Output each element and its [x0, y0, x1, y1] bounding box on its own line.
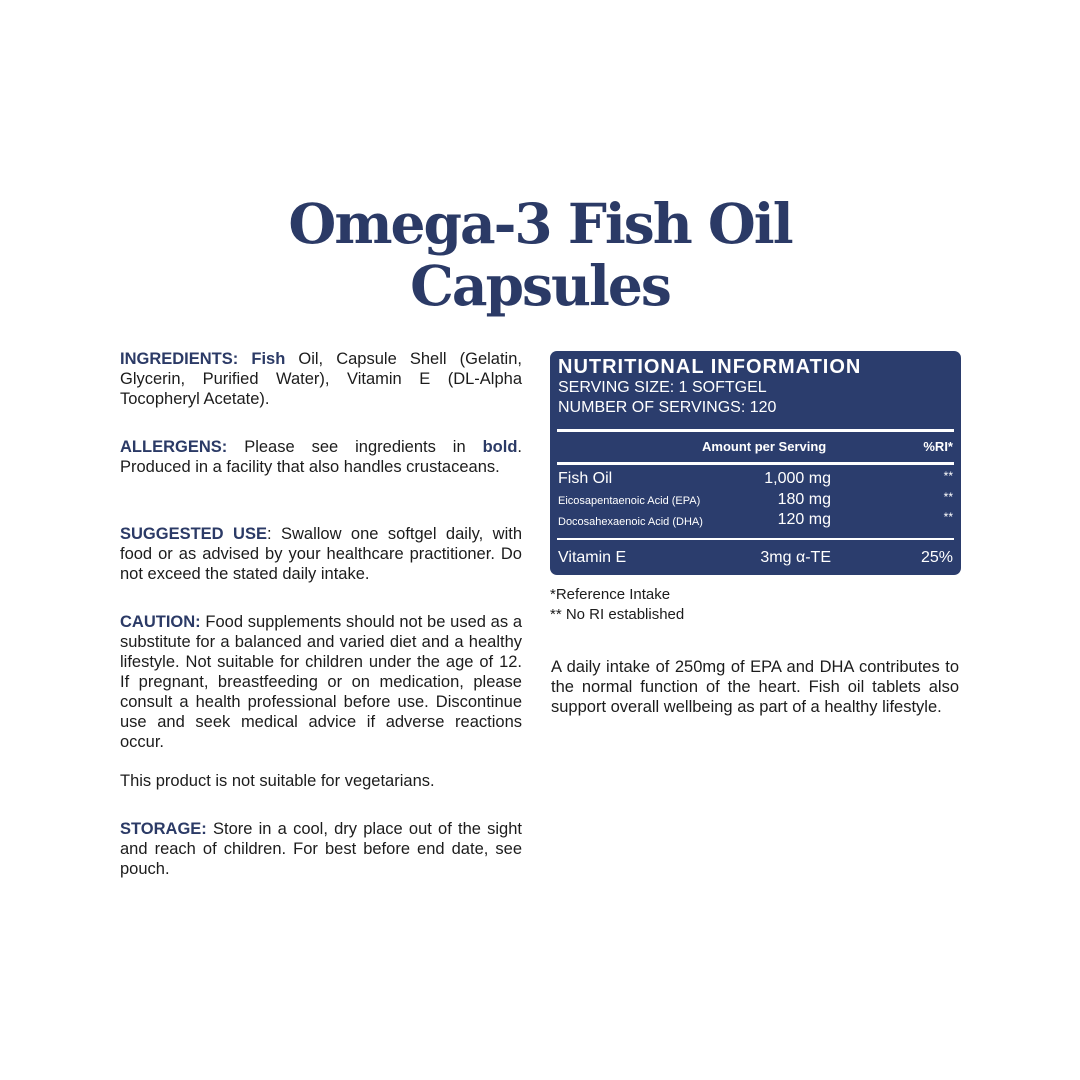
ingredients-label: INGREDIENTS: — [120, 350, 239, 368]
row-vitamin-e-amount: 3mg α-TE — [760, 549, 831, 566]
nutrition-panel — [550, 351, 961, 575]
ingredients-allergen: Fish — [251, 350, 286, 368]
ingredients-section — [120, 349, 522, 409]
header-amount: Amount per Serving — [702, 439, 827, 454]
row-epa-name: Eicosapentaenoic Acid (EPA) — [558, 495, 701, 507]
vegetarian-note: This product is not suitable for vegetarians. — [120, 772, 435, 790]
allergens-text-after: . Produced in a facility that also handles crustaceans. — [120, 438, 522, 476]
row-epa-amount: 180 mg — [777, 491, 831, 508]
row-fish-oil-name: Fish Oil — [558, 470, 613, 487]
nutrition-title: NUTRITIONAL INFORMATION — [558, 356, 862, 378]
row-fish-oil-amount: 1,000 mg — [764, 470, 831, 487]
row-dha-ri: ** — [943, 510, 953, 524]
allergens-label: ALLERGENS: — [120, 438, 228, 456]
row-vitamin-e-ri: 25% — [920, 549, 953, 566]
caution-paragraph — [120, 612, 522, 752]
ingredients-text: Oil, Capsule Shell (Gelatin, Glycerin, Purified Water), Vitamin E (DL-Alpha Tocopheryl Acetate). — [120, 350, 522, 408]
footnote-reference: *Reference Intake — [550, 586, 671, 603]
storage-text: Store in a cool, dry place out of the sight and reach of children. For best before end date, see pouch. — [120, 820, 522, 878]
header-ri: %RI* — [923, 439, 953, 454]
allergens-bold-word: bold — [482, 438, 518, 456]
storage-section — [120, 819, 522, 879]
allergens-text-before: Please see ingredients in — [227, 438, 483, 456]
caution-text: Food supplements should not be used as a substitute for a balanced and varied diet and a healthy lifestyle. Not suitable for children under the age of 12. If pregnant, breastfeeding or on medication, please consult a health professional before use. Discontinue use and seek medical advice if adverse reactions occur. — [120, 613, 522, 751]
caution-section — [120, 612, 522, 752]
row-vitamin-e-name: Vitamin E — [558, 549, 627, 566]
suggested-use-text: : Swallow one softgel daily, with food or as advised by your healthcare practitioner. Do not exceed the stated daily intake. — [120, 525, 522, 583]
footnote-no-ri: ** No RI established — [550, 606, 685, 623]
number-of-servings: NUMBER OF SERVINGS: 120 — [558, 399, 777, 416]
panel-divider-header — [557, 462, 954, 465]
allergens-section — [120, 437, 522, 477]
suggested-use-paragraph — [120, 524, 522, 584]
storage-paragraph — [120, 819, 522, 879]
serving-size: SERVING SIZE: 1 SOFTGEL — [558, 379, 767, 396]
panel-divider-bottom — [557, 538, 954, 540]
suggested-use-label: SUGGESTED USE — [120, 525, 267, 543]
caution-label: CAUTION: — [120, 613, 201, 631]
storage-label: STORAGE: — [120, 820, 207, 838]
title-line-1: Omega-3 Fish Oil — [288, 191, 792, 256]
allergens-paragraph — [120, 437, 522, 477]
row-dha-amount: 120 mg — [777, 511, 831, 528]
title-line-2: Capsules — [410, 253, 670, 318]
page-title — [0, 193, 1080, 317]
panel-divider-top — [557, 429, 954, 432]
row-epa-ri: ** — [943, 490, 953, 504]
vegetarian-section — [120, 771, 522, 791]
row-dha-name: Docosahexaenoic Acid (DHA) — [558, 516, 703, 528]
suggested-use-section — [120, 524, 522, 584]
ingredients-paragraph — [120, 349, 522, 409]
health-claim: A daily intake of 250mg of EPA and DHA contributes to the normal function of the heart. Fish oil tablets also support overall wellbeing as part of a healthy lifestyle. — [551, 658, 959, 716]
row-fish-oil-ri: ** — [943, 469, 953, 483]
